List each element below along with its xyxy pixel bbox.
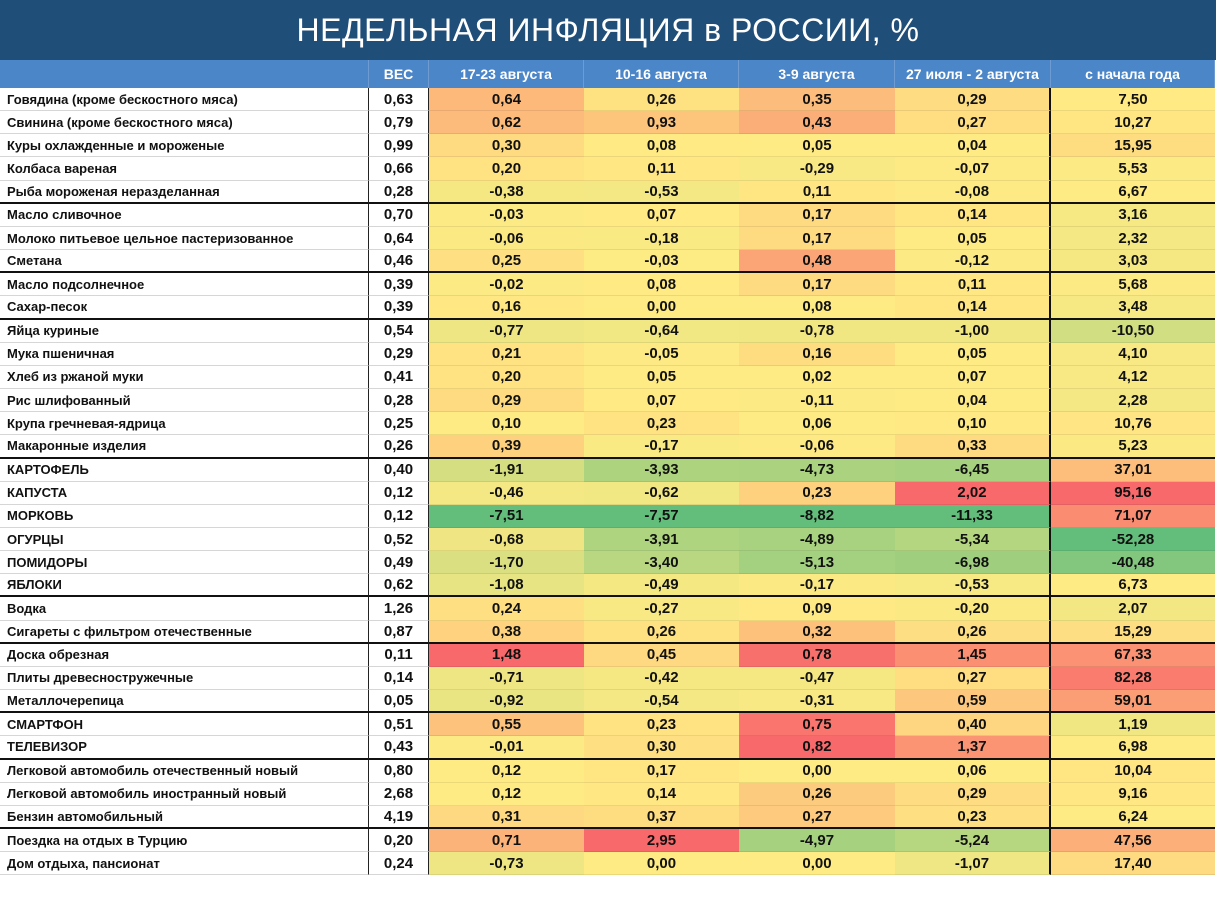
week-cell: 0,04: [895, 134, 1051, 157]
weight-cell: 0,25: [369, 412, 429, 435]
week-cell: -0,49: [584, 574, 739, 597]
week-cell: 0,39: [429, 435, 584, 458]
row-label: Макаронные изделия: [0, 435, 369, 458]
week-cell: -0,31: [739, 690, 895, 713]
ytd-cell: 47,56: [1051, 829, 1215, 852]
weight-cell: 0,05: [369, 690, 429, 713]
ytd-cell: 7,50: [1051, 88, 1215, 111]
week-cell: -6,98: [895, 551, 1051, 574]
week-cell: 0,05: [895, 343, 1051, 366]
inflation-table: [0, 60, 1216, 899]
weight-cell: 0,14: [369, 667, 429, 690]
ytd-cell: 71,07: [1051, 505, 1215, 528]
week-cell: -0,05: [584, 343, 739, 366]
week-cell: 0,17: [739, 273, 895, 296]
ytd-cell: 9,16: [1051, 783, 1215, 806]
column-header: 17-23 августа: [429, 60, 584, 88]
row-label: ТЕЛЕВИЗОР: [0, 736, 369, 759]
weight-cell: 0,20: [369, 829, 429, 852]
row-label: Металлочерепица: [0, 690, 369, 713]
ytd-cell: 3,48: [1051, 296, 1215, 319]
week-cell: 0,05: [584, 366, 739, 389]
week-cell: 0,29: [895, 783, 1051, 806]
week-cell: 1,48: [429, 644, 584, 667]
weight-cell: 0,26: [369, 435, 429, 458]
ytd-cell: -40,48: [1051, 551, 1215, 574]
week-cell: 0,48: [739, 250, 895, 273]
week-cell: 0,05: [895, 227, 1051, 250]
row-label: Легковой автомобиль иностранный новый: [0, 783, 369, 806]
column-header: 27 июля - 2 августа: [895, 60, 1051, 88]
column-header: 10-16 августа: [584, 60, 739, 88]
weight-cell: 0,12: [369, 482, 429, 505]
row-label: Сахар-песок: [0, 296, 369, 319]
ytd-cell: 6,98: [1051, 736, 1215, 759]
row-label: Масло сливочное: [0, 204, 369, 227]
row-label: КАПУСТА: [0, 482, 369, 505]
row-label: Поездка на отдых в Турцию: [0, 829, 369, 852]
week-cell: -0,27: [584, 597, 739, 620]
week-cell: 0,00: [739, 852, 895, 875]
ytd-cell: 3,16: [1051, 204, 1215, 227]
week-cell: 0,08: [739, 296, 895, 319]
week-cell: -0,54: [584, 690, 739, 713]
week-cell: -0,53: [895, 574, 1051, 597]
row-label: ОГУРЦЫ: [0, 528, 369, 551]
week-cell: -7,57: [584, 505, 739, 528]
row-label: Плиты древесностружечные: [0, 667, 369, 690]
week-cell: -0,03: [584, 250, 739, 273]
week-cell: 0,05: [739, 134, 895, 157]
weight-cell: 0,79: [369, 111, 429, 134]
week-cell: 0,31: [429, 806, 584, 829]
week-cell: -1,07: [895, 852, 1051, 875]
week-cell: 0,26: [584, 88, 739, 111]
week-cell: 0,55: [429, 713, 584, 736]
week-cell: 0,17: [739, 204, 895, 227]
week-cell: 0,06: [895, 760, 1051, 783]
week-cell: 0,08: [584, 134, 739, 157]
week-cell: -0,03: [429, 204, 584, 227]
row-label: Колбаса вареная: [0, 157, 369, 180]
week-cell: 0,82: [739, 736, 895, 759]
week-cell: 0,20: [429, 157, 584, 180]
week-cell: 0,26: [739, 783, 895, 806]
weight-cell: 0,11: [369, 644, 429, 667]
row-label: Крупа гречневая-ядрица: [0, 412, 369, 435]
week-cell: -6,45: [895, 459, 1051, 482]
row-label: Бензин автомобильный: [0, 806, 369, 829]
week-cell: 0,00: [739, 760, 895, 783]
column-header: с начала года: [1051, 60, 1215, 88]
week-cell: 0,14: [584, 783, 739, 806]
row-label: КАРТОФЕЛЬ: [0, 459, 369, 482]
week-cell: 0,08: [584, 273, 739, 296]
weight-cell: 0,40: [369, 459, 429, 482]
ytd-cell: 59,01: [1051, 690, 1215, 713]
weight-cell: 1,26: [369, 597, 429, 620]
week-cell: -0,06: [739, 435, 895, 458]
week-cell: 0,12: [429, 760, 584, 783]
row-label: Сметана: [0, 250, 369, 273]
weight-cell: 0,54: [369, 320, 429, 343]
week-cell: 0,64: [429, 88, 584, 111]
week-cell: -5,34: [895, 528, 1051, 551]
week-cell: -0,38: [429, 181, 584, 204]
week-cell: 0,11: [584, 157, 739, 180]
row-label: Масло подсолнечное: [0, 273, 369, 296]
weight-cell: 0,28: [369, 389, 429, 412]
row-label: ЯБЛОКИ: [0, 574, 369, 597]
week-cell: -0,53: [584, 181, 739, 204]
week-cell: 2,02: [895, 482, 1051, 505]
ytd-cell: 3,03: [1051, 250, 1215, 273]
ytd-cell: 1,19: [1051, 713, 1215, 736]
week-cell: 0,11: [895, 273, 1051, 296]
week-cell: 0,30: [429, 134, 584, 157]
week-cell: -4,73: [739, 459, 895, 482]
week-cell: -0,08: [895, 181, 1051, 204]
week-cell: 0,62: [429, 111, 584, 134]
column-header: 3-9 августа: [739, 60, 895, 88]
week-cell: 0,23: [584, 713, 739, 736]
ytd-cell: 17,40: [1051, 852, 1215, 875]
week-cell: -0,78: [739, 320, 895, 343]
week-cell: 0,29: [429, 389, 584, 412]
weight-cell: 0,43: [369, 736, 429, 759]
week-cell: 0,35: [739, 88, 895, 111]
weight-cell: 0,39: [369, 273, 429, 296]
weight-cell: 0,63: [369, 88, 429, 111]
week-cell: 0,10: [429, 412, 584, 435]
header-blank: [0, 60, 369, 88]
ytd-cell: 5,53: [1051, 157, 1215, 180]
week-cell: -0,20: [895, 597, 1051, 620]
week-cell: -0,62: [584, 482, 739, 505]
weight-cell: 2,68: [369, 783, 429, 806]
ytd-cell: 2,28: [1051, 389, 1215, 412]
week-cell: 0,78: [739, 644, 895, 667]
week-cell: 1,45: [895, 644, 1051, 667]
week-cell: -1,70: [429, 551, 584, 574]
week-cell: -3,91: [584, 528, 739, 551]
weight-cell: 0,62: [369, 574, 429, 597]
weight-cell: 0,41: [369, 366, 429, 389]
week-cell: -0,73: [429, 852, 584, 875]
weight-cell: 0,66: [369, 157, 429, 180]
week-cell: -0,06: [429, 227, 584, 250]
ytd-cell: 6,73: [1051, 574, 1215, 597]
ytd-cell: -52,28: [1051, 528, 1215, 551]
week-cell: 0,16: [739, 343, 895, 366]
row-label: Говядина (кроме бескостного мяса): [0, 88, 369, 111]
ytd-cell: 5,23: [1051, 435, 1215, 458]
row-label: Легковой автомобиль отечественный новый: [0, 760, 369, 783]
row-label: ПОМИДОРЫ: [0, 551, 369, 574]
week-cell: -4,97: [739, 829, 895, 852]
row-label: Рыба мороженая неразделанная: [0, 181, 369, 204]
week-cell: -0,02: [429, 273, 584, 296]
week-cell: 0,07: [584, 389, 739, 412]
week-cell: 1,37: [895, 736, 1051, 759]
ytd-cell: 82,28: [1051, 667, 1215, 690]
ytd-cell: 2,07: [1051, 597, 1215, 620]
week-cell: 0,93: [584, 111, 739, 134]
week-cell: -5,24: [895, 829, 1051, 852]
weight-cell: 0,28: [369, 181, 429, 204]
ytd-cell: 2,32: [1051, 227, 1215, 250]
ytd-cell: 15,29: [1051, 621, 1215, 644]
week-cell: 0,32: [739, 621, 895, 644]
ytd-cell: 37,01: [1051, 459, 1215, 482]
row-label: Доска обрезная: [0, 644, 369, 667]
week-cell: -0,01: [429, 736, 584, 759]
week-cell: -0,71: [429, 667, 584, 690]
week-cell: 0,23: [584, 412, 739, 435]
week-cell: 0,29: [895, 88, 1051, 111]
week-cell: 0,07: [584, 204, 739, 227]
week-cell: -0,42: [584, 667, 739, 690]
weight-cell: 0,80: [369, 760, 429, 783]
weight-cell: 0,12: [369, 505, 429, 528]
row-label: Сигареты с фильтром отечественные: [0, 621, 369, 644]
ytd-cell: 6,67: [1051, 181, 1215, 204]
ytd-cell: 15,95: [1051, 134, 1215, 157]
week-cell: -3,40: [584, 551, 739, 574]
week-cell: 0,71: [429, 829, 584, 852]
week-cell: -4,89: [739, 528, 895, 551]
week-cell: -0,77: [429, 320, 584, 343]
ytd-cell: 10,04: [1051, 760, 1215, 783]
row-label: Куры охлажденные и мороженые: [0, 134, 369, 157]
weight-cell: 0,49: [369, 551, 429, 574]
week-cell: -7,51: [429, 505, 584, 528]
row-label: Водка: [0, 597, 369, 620]
week-cell: -0,07: [895, 157, 1051, 180]
week-cell: -0,47: [739, 667, 895, 690]
week-cell: 0,21: [429, 343, 584, 366]
ytd-cell: 4,12: [1051, 366, 1215, 389]
week-cell: -0,68: [429, 528, 584, 551]
column-header: ВЕС: [369, 60, 429, 88]
week-cell: 0,33: [895, 435, 1051, 458]
row-label: Молоко питьевое цельное пастеризованное: [0, 227, 369, 250]
week-cell: 0,17: [739, 227, 895, 250]
weight-cell: 0,39: [369, 296, 429, 319]
week-cell: 0,75: [739, 713, 895, 736]
week-cell: 0,27: [739, 806, 895, 829]
week-cell: -0,12: [895, 250, 1051, 273]
weight-cell: 0,52: [369, 528, 429, 551]
row-label: Рис шлифованный: [0, 389, 369, 412]
week-cell: -0,46: [429, 482, 584, 505]
week-cell: -5,13: [739, 551, 895, 574]
row-label: СМАРТФОН: [0, 713, 369, 736]
week-cell: 0,00: [584, 296, 739, 319]
weight-cell: 4,19: [369, 806, 429, 829]
ytd-cell: 67,33: [1051, 644, 1215, 667]
week-cell: 0,25: [429, 250, 584, 273]
week-cell: 0,00: [584, 852, 739, 875]
ytd-cell: 6,24: [1051, 806, 1215, 829]
weight-cell: 0,46: [369, 250, 429, 273]
week-cell: -1,08: [429, 574, 584, 597]
week-cell: 0,06: [739, 412, 895, 435]
week-cell: 0,59: [895, 690, 1051, 713]
week-cell: 0,04: [895, 389, 1051, 412]
week-cell: 0,11: [739, 181, 895, 204]
weight-cell: 0,87: [369, 621, 429, 644]
week-cell: 0,38: [429, 621, 584, 644]
weight-cell: 0,64: [369, 227, 429, 250]
weight-cell: 0,29: [369, 343, 429, 366]
week-cell: 0,27: [895, 111, 1051, 134]
week-cell: -0,17: [739, 574, 895, 597]
week-cell: 0,27: [895, 667, 1051, 690]
week-cell: -1,00: [895, 320, 1051, 343]
week-cell: 0,20: [429, 366, 584, 389]
weight-cell: 0,51: [369, 713, 429, 736]
ytd-cell: 10,27: [1051, 111, 1215, 134]
week-cell: 0,14: [895, 204, 1051, 227]
week-cell: 0,09: [739, 597, 895, 620]
week-cell: -0,29: [739, 157, 895, 180]
week-cell: 0,12: [429, 783, 584, 806]
row-label: Яйца куриные: [0, 320, 369, 343]
week-cell: 0,26: [895, 621, 1051, 644]
week-cell: -0,11: [739, 389, 895, 412]
week-cell: -1,91: [429, 459, 584, 482]
ytd-cell: 10,76: [1051, 412, 1215, 435]
ytd-cell: 5,68: [1051, 273, 1215, 296]
week-cell: -8,82: [739, 505, 895, 528]
week-cell: -3,93: [584, 459, 739, 482]
row-label: Мука пшеничная: [0, 343, 369, 366]
week-cell: 0,02: [739, 366, 895, 389]
week-cell: 0,23: [739, 482, 895, 505]
week-cell: 0,07: [895, 366, 1051, 389]
week-cell: -0,92: [429, 690, 584, 713]
week-cell: 2,95: [584, 829, 739, 852]
weight-cell: 0,99: [369, 134, 429, 157]
row-label: Свинина (кроме бескостного мяса): [0, 111, 369, 134]
week-cell: 0,14: [895, 296, 1051, 319]
ytd-cell: 95,16: [1051, 482, 1215, 505]
page-title: НЕДЕЛЬНАЯ ИНФЛЯЦИЯ в РОССИИ, %: [0, 0, 1216, 60]
week-cell: 0,40: [895, 713, 1051, 736]
week-cell: 0,17: [584, 760, 739, 783]
row-label: МОРКОВЬ: [0, 505, 369, 528]
ytd-cell: 4,10: [1051, 343, 1215, 366]
weight-cell: 0,24: [369, 852, 429, 875]
week-cell: 0,26: [584, 621, 739, 644]
row-label: Дом отдыха, пансионат: [0, 852, 369, 875]
week-cell: 0,23: [895, 806, 1051, 829]
week-cell: 0,45: [584, 644, 739, 667]
week-cell: -11,33: [895, 505, 1051, 528]
week-cell: 0,10: [895, 412, 1051, 435]
week-cell: 0,30: [584, 736, 739, 759]
week-cell: 0,24: [429, 597, 584, 620]
week-cell: 0,43: [739, 111, 895, 134]
week-cell: -0,17: [584, 435, 739, 458]
week-cell: -0,18: [584, 227, 739, 250]
week-cell: 0,16: [429, 296, 584, 319]
week-cell: 0,37: [584, 806, 739, 829]
row-label: Хлеб из ржаной муки: [0, 366, 369, 389]
week-cell: -0,64: [584, 320, 739, 343]
weight-cell: 0,70: [369, 204, 429, 227]
ytd-cell: -10,50: [1051, 320, 1215, 343]
